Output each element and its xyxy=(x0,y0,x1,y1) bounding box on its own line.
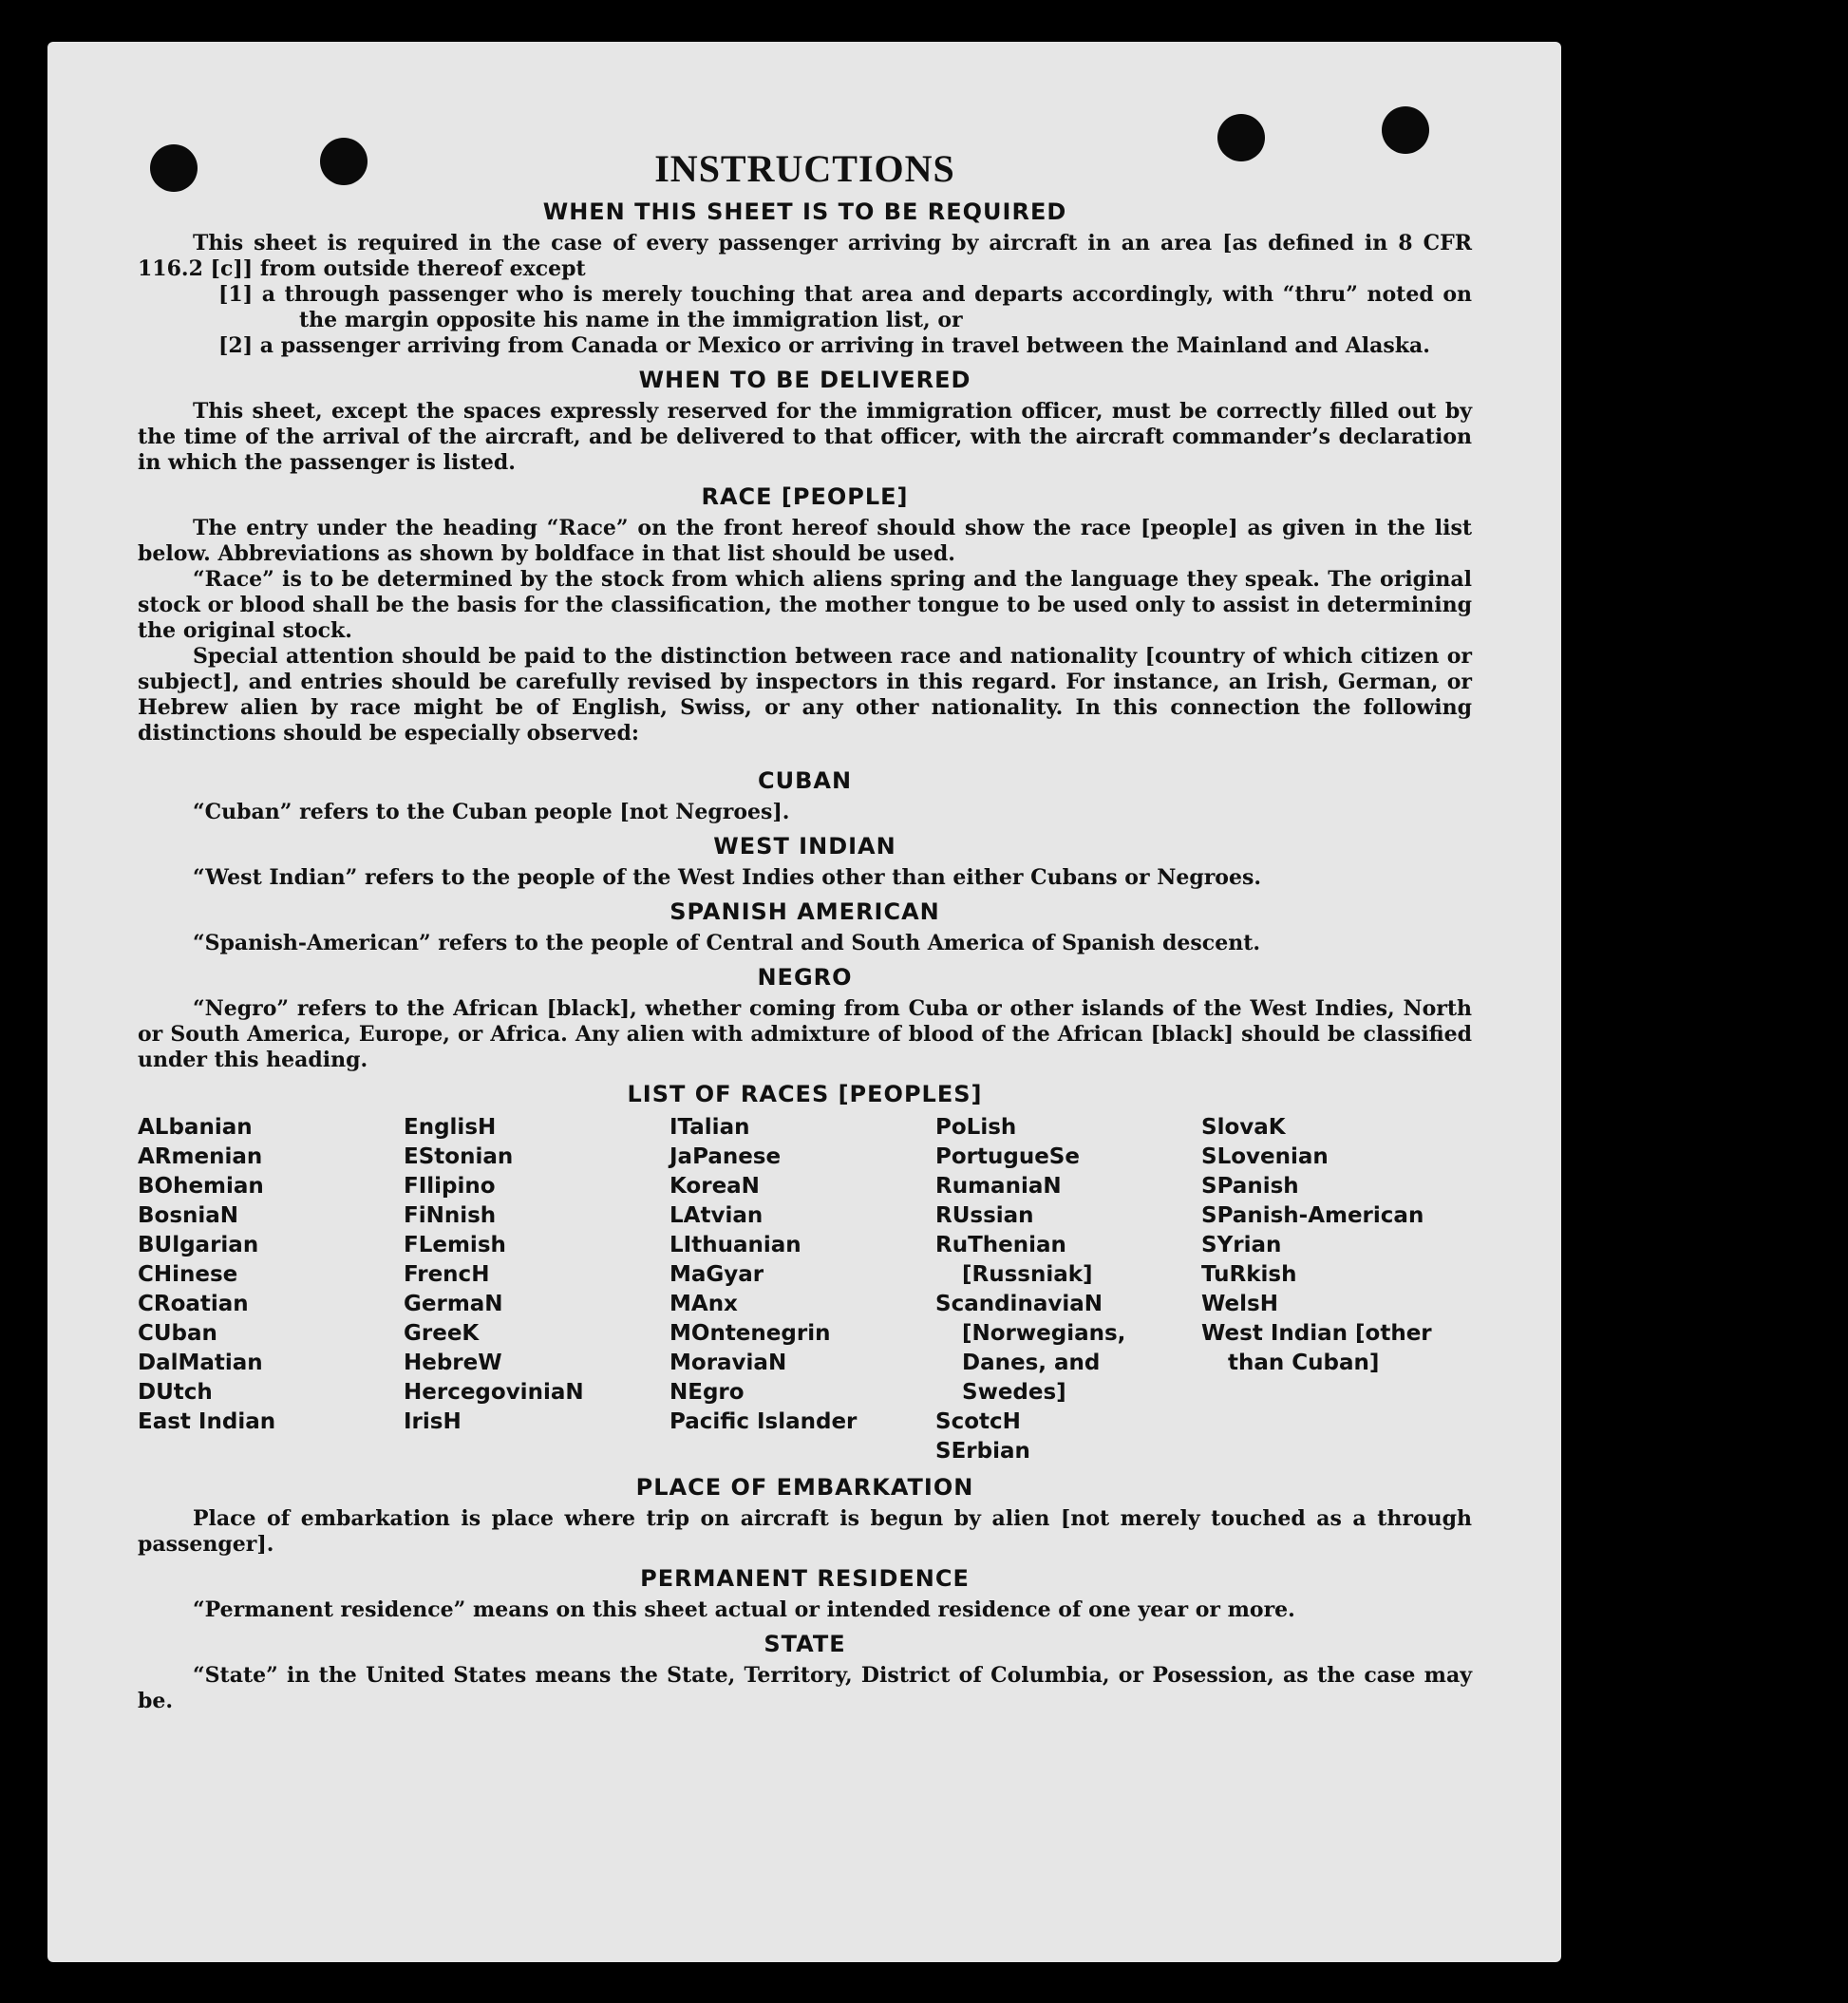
list-item: SYrian xyxy=(1201,1233,1282,1257)
list-item: BOhemian xyxy=(138,1174,264,1199)
paragraph: Special attention should be paid to the distinction between race and nationality [country of which citizen or subject], and entries should be carefully revised by inspectors in this regard. For instance, an Irish, German, or Hebrew alien by race might be of English, Swiss, or any other nationality. In this connection the following distinctions should be especially observed: xyxy=(138,644,1472,746)
list-item: FIlipino xyxy=(404,1174,496,1199)
section-heading: SPANISH AMERICAN xyxy=(669,898,940,925)
list-item: RumaniaN xyxy=(935,1174,1062,1199)
list-item: HercegoviniaN xyxy=(404,1380,584,1405)
paragraph: “Race” is to be determined by the stock from which aliens spring and the language they speak. The original stock or blood shall be the basis for the classification, the mother tongue to be used only to assist in determining the original stock. xyxy=(138,567,1472,643)
list-item: LIthuanian xyxy=(669,1233,801,1257)
list-item: [1] a through passenger who is merely touching that area and departs accordingly, with “thru” noted on the margin opposite his name in the immigration list, or xyxy=(218,282,1472,332)
list-item: KoreaN xyxy=(669,1174,760,1199)
list-item: GreeK xyxy=(404,1321,480,1346)
list-item: NEgro xyxy=(669,1380,745,1405)
list-item: MOntenegrin xyxy=(669,1321,831,1346)
section-heading: STATE xyxy=(764,1631,846,1657)
paragraph: “State” in the United States means the State, Territory, District of Columbia, or Posession, as the case may be. xyxy=(138,1663,1472,1713)
list-item: SLovenian xyxy=(1201,1144,1329,1169)
race-column xyxy=(1201,1113,1472,1466)
list-item: FLemish xyxy=(404,1233,506,1257)
list-item: CRoatian xyxy=(138,1292,249,1316)
list-item: WelsH xyxy=(1201,1292,1278,1316)
list-item: ITalian xyxy=(669,1115,750,1140)
list-item: RuThenian [Russniak] xyxy=(935,1233,1093,1287)
list-item: CUban xyxy=(138,1321,217,1346)
race-column xyxy=(669,1113,935,1466)
list-item: East Indian xyxy=(138,1409,276,1434)
list-item: CHinese xyxy=(138,1262,238,1287)
list-item: Pacific Islander xyxy=(669,1409,858,1434)
list-item: SPanish-American xyxy=(1201,1203,1424,1228)
list-item: DalMatian xyxy=(138,1351,263,1375)
list-item: GermaN xyxy=(404,1292,503,1316)
list-item: EnglisH xyxy=(404,1115,497,1140)
list-item: HebreW xyxy=(404,1351,502,1375)
instructions-content xyxy=(138,146,1472,1714)
paragraph: “Cuban” refers to the Cuban people [not Negroes]. xyxy=(193,800,790,824)
document-sheet xyxy=(47,42,1561,1962)
list-item: SlovaK xyxy=(1201,1115,1286,1140)
list-item: RUssian xyxy=(935,1203,1034,1228)
race-column xyxy=(404,1113,669,1466)
list-item: ALbanian xyxy=(138,1115,253,1140)
section-heading: LIST OF RACES [PEOPLES] xyxy=(627,1081,983,1107)
section-heading: WEST INDIAN xyxy=(713,833,896,860)
list-item: BUlgarian xyxy=(138,1233,259,1257)
section-heading: PLACE OF EMBARKATION xyxy=(635,1474,974,1501)
page-title: INSTRUCTIONS xyxy=(654,147,955,190)
paragraph: “West Indian” refers to the people of the West Indies other than either Cubans or Negroes. xyxy=(193,865,1262,890)
race-column xyxy=(935,1113,1201,1466)
list-item: JaPanese xyxy=(669,1144,782,1169)
section-heading: PERMANENT RESIDENCE xyxy=(640,1565,970,1592)
list-item: MaGyar xyxy=(669,1262,764,1287)
list-item: EStonian xyxy=(404,1144,514,1169)
list-item: [2] a passenger arriving from Canada or Mexico or arriving in travel between the Mainland and Alaska. xyxy=(218,333,1430,358)
paragraph: Place of embarkation is place where trip on aircraft is begun by alien [not merely touched as a through passenger]. xyxy=(138,1506,1472,1557)
list-item: MoraviaN xyxy=(669,1351,787,1375)
paragraph: “Negro” refers to the African [black], whether coming from Cuba or other islands of the West Indies, North or South America, Europe, or Africa. Any alien with admixture of blood of the African [black] should be classified under this heading. xyxy=(138,996,1472,1072)
list-item: LAtvian xyxy=(669,1203,764,1228)
list-item: PoLish xyxy=(935,1115,1017,1140)
list-item: BosniaN xyxy=(138,1203,239,1228)
list-item: TuRkish xyxy=(1201,1262,1297,1287)
list-item: SPanish xyxy=(1201,1174,1299,1199)
list-item: FiNnish xyxy=(404,1203,497,1228)
paragraph: This sheet is required in the case of every passenger arriving by aircraft in an area [as defined in 8 CFR 116.2 [c]] from outside thereof except xyxy=(138,231,1472,281)
list-item: FrencH xyxy=(404,1262,490,1287)
race-list xyxy=(138,1113,1472,1466)
list-item: ScandinaviaN [Norwegians, Danes, and Swedes] xyxy=(935,1292,1126,1405)
section-heading: WHEN TO BE DELIVERED xyxy=(638,367,971,393)
paragraph: This sheet, except the spaces expressly reserved for the immigration officer, must be correctly filled out by the time of the arrival of the aircraft, and be delivered to that officer, with the aircraft commander’s declaration in which the passenger is listed. xyxy=(138,399,1472,475)
list-item: ARmenian xyxy=(138,1144,263,1169)
section-heading: WHEN THIS SHEET IS TO BE REQUIRED xyxy=(542,198,1067,225)
paragraph: “Permanent residence” means on this sheet actual or intended residence of one year or more. xyxy=(193,1597,1295,1622)
paragraph: “Spanish-American” refers to the people of Central and South America of Spanish descent. xyxy=(193,931,1261,955)
list-item: PortugueSe xyxy=(935,1144,1080,1169)
race-column xyxy=(138,1113,404,1466)
section-heading: RACE [PEOPLE] xyxy=(701,483,909,510)
list-item: ScotcH xyxy=(935,1409,1021,1434)
list-item: West Indian [other than Cuban] xyxy=(1201,1321,1432,1375)
section-heading: NEGRO xyxy=(757,964,853,991)
list-item: SErbian xyxy=(935,1439,1030,1464)
paragraph: The entry under the heading “Race” on the front hereof should show the race [people] as given in the list below. Abbreviations as shown by boldface in that list should be used. xyxy=(138,516,1472,566)
section-heading: CUBAN xyxy=(757,767,853,794)
list-item: DUtch xyxy=(138,1380,213,1405)
list-item: IrisH xyxy=(404,1409,462,1434)
list-item: MAnx xyxy=(669,1292,738,1316)
